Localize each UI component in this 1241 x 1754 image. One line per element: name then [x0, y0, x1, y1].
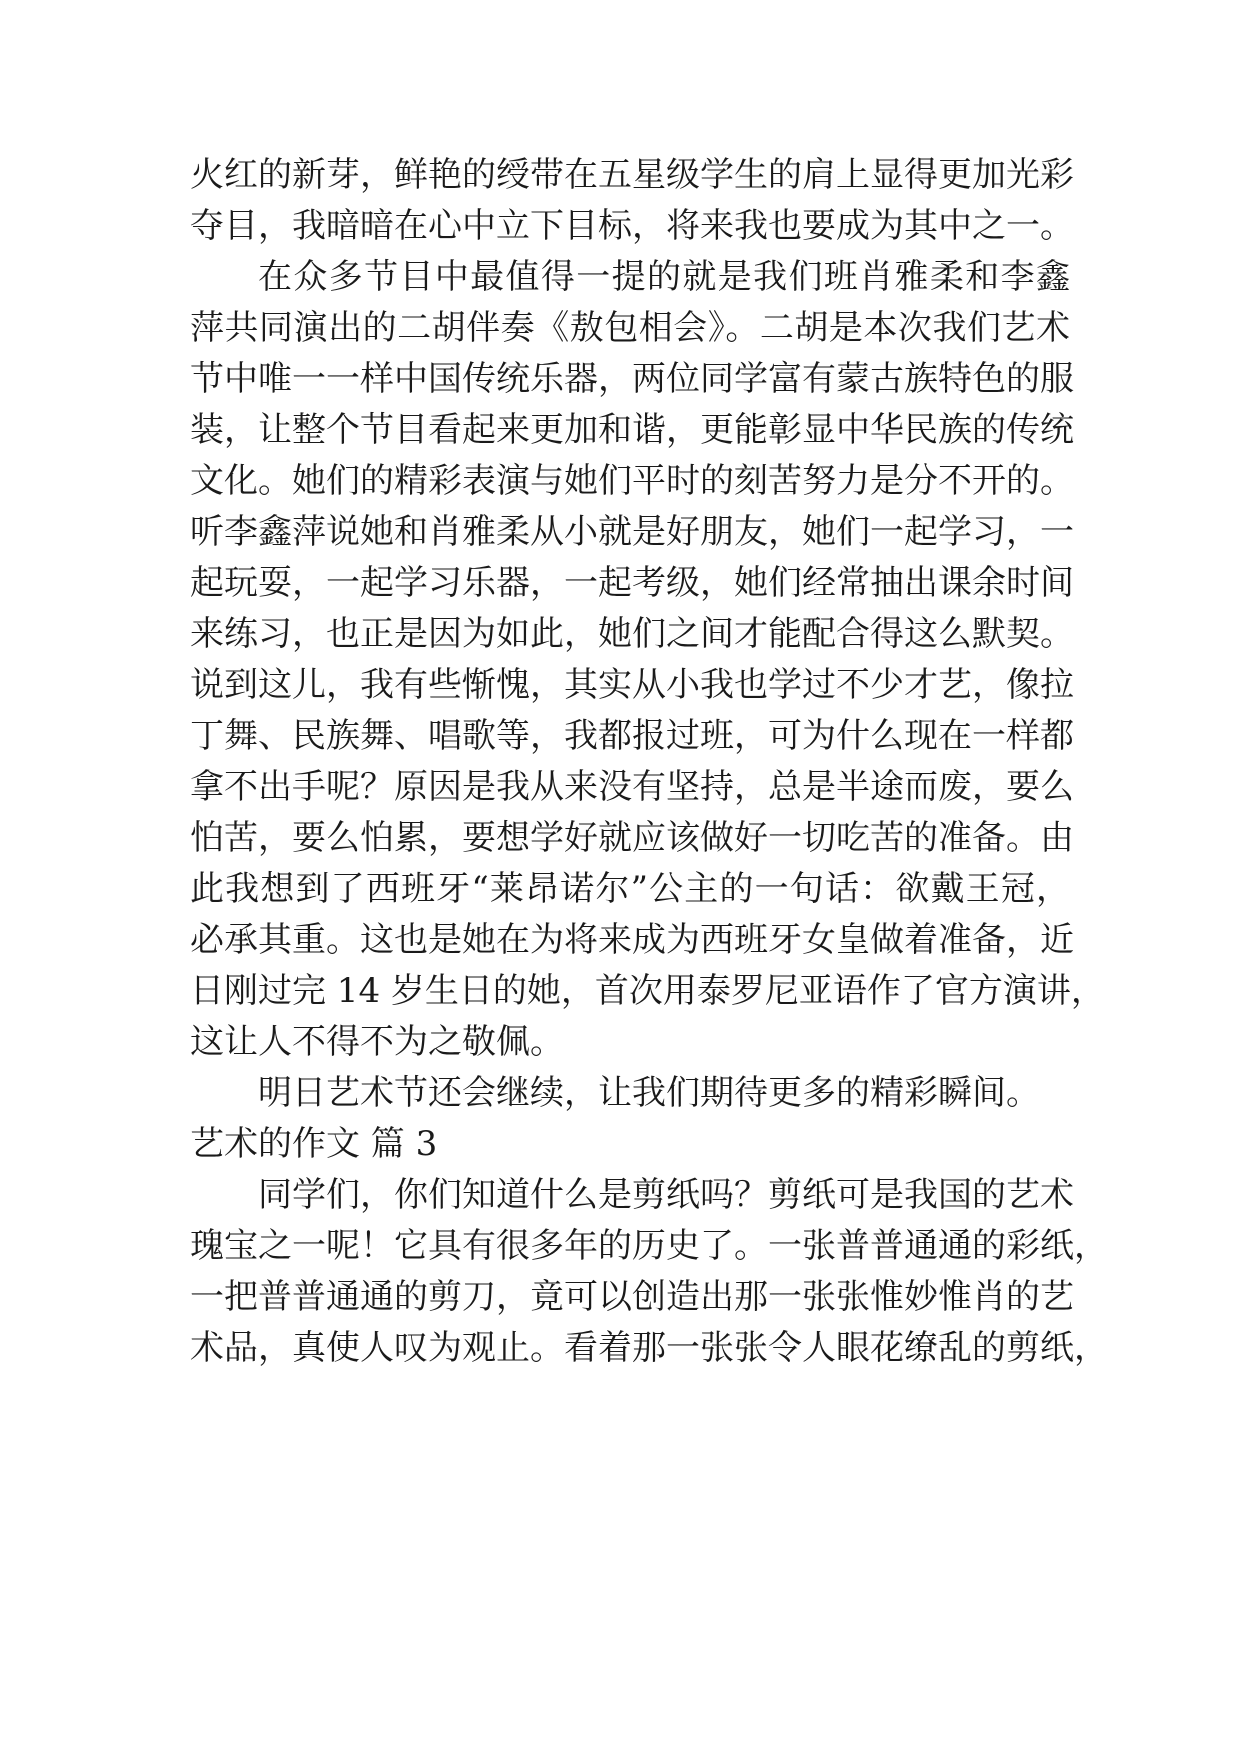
text-line: 怕苦，要么怕累，要想学好就应该做好一切吃苦的准备。由 [190, 818, 1074, 858]
text-line: 装，让整个节目看起来更加和谐，更能彰显中华民族的传统 [190, 410, 1074, 450]
paragraph-start-line: 明日艺术节还会继续，让我们期待更多的精彩瞬间。 [258, 1073, 1040, 1113]
text-line: 来练习，也正是因为如此，她们之间才能配合得这么默契。 [190, 614, 1074, 654]
text-line: 火红的新芽，鲜艳的绶带在五星级学生的肩上显得更加光彩 [190, 155, 1074, 195]
text-line: 术品，真使人叹为观止。看着那一张张令人眼花缭乱的剪纸， [190, 1328, 1108, 1368]
text-line: 文化。她们的精彩表演与她们平时的刻苦努力是分不开的。 [190, 461, 1074, 501]
text-line: 日刚过完 14 岁生日的她，首次用泰罗尼亚语作了官方演讲， [190, 971, 1105, 1011]
text-line: 夺目，我暗暗在心中立下目标，将来我也要成为其中之一。 [190, 206, 1074, 246]
text-line: 瑰宝之一呢！它具有很多年的历史了。一张普普通通的彩纸， [190, 1226, 1108, 1266]
section-heading: 艺术的作文 篇 3 [190, 1124, 438, 1164]
text-line: 此我想到了西班牙“莱昂诺尔”公主的一句话：欲戴王冠， [190, 869, 1070, 909]
text-line: 起玩耍，一起学习乐器，一起考级，她们经常抽出课余时间 [190, 563, 1074, 603]
text-line: 说到这儿，我有些惭愧，其实从小我也学过不少才艺，像拉 [190, 665, 1074, 705]
text-line: 一把普普通通的剪刀，竟可以创造出那一张张惟妙惟肖的艺 [190, 1277, 1074, 1317]
text-line: 这让人不得不为之敬佩。 [190, 1022, 564, 1062]
text-line: 必承其重。这也是她在为将来成为西班牙女皇做着准备，近 [190, 920, 1074, 960]
text-line: 听李鑫萍说她和肖雅柔从小就是好朋友，她们一起学习，一 [190, 512, 1074, 552]
paragraph-start-line: 在众多节目中最值得一提的就是我们班肖雅柔和李鑫 [258, 257, 1070, 297]
paragraph-start-line: 同学们，你们知道什么是剪纸吗？剪纸可是我国的艺术 [258, 1175, 1074, 1215]
text-line: 丁舞、民族舞、唱歌等，我都报过班，可为什么现在一样都 [190, 716, 1074, 756]
text-line: 萍共同演出的二胡伴奏《敖包相会》。二胡是本次我们艺术 [190, 308, 1070, 348]
text-line: 拿不出手呢？原因是我从来没有坚持，总是半途而废，要么 [190, 767, 1074, 807]
text-line: 节中唯一一样中国传统乐器，两位同学富有蒙古族特色的服 [190, 359, 1074, 399]
